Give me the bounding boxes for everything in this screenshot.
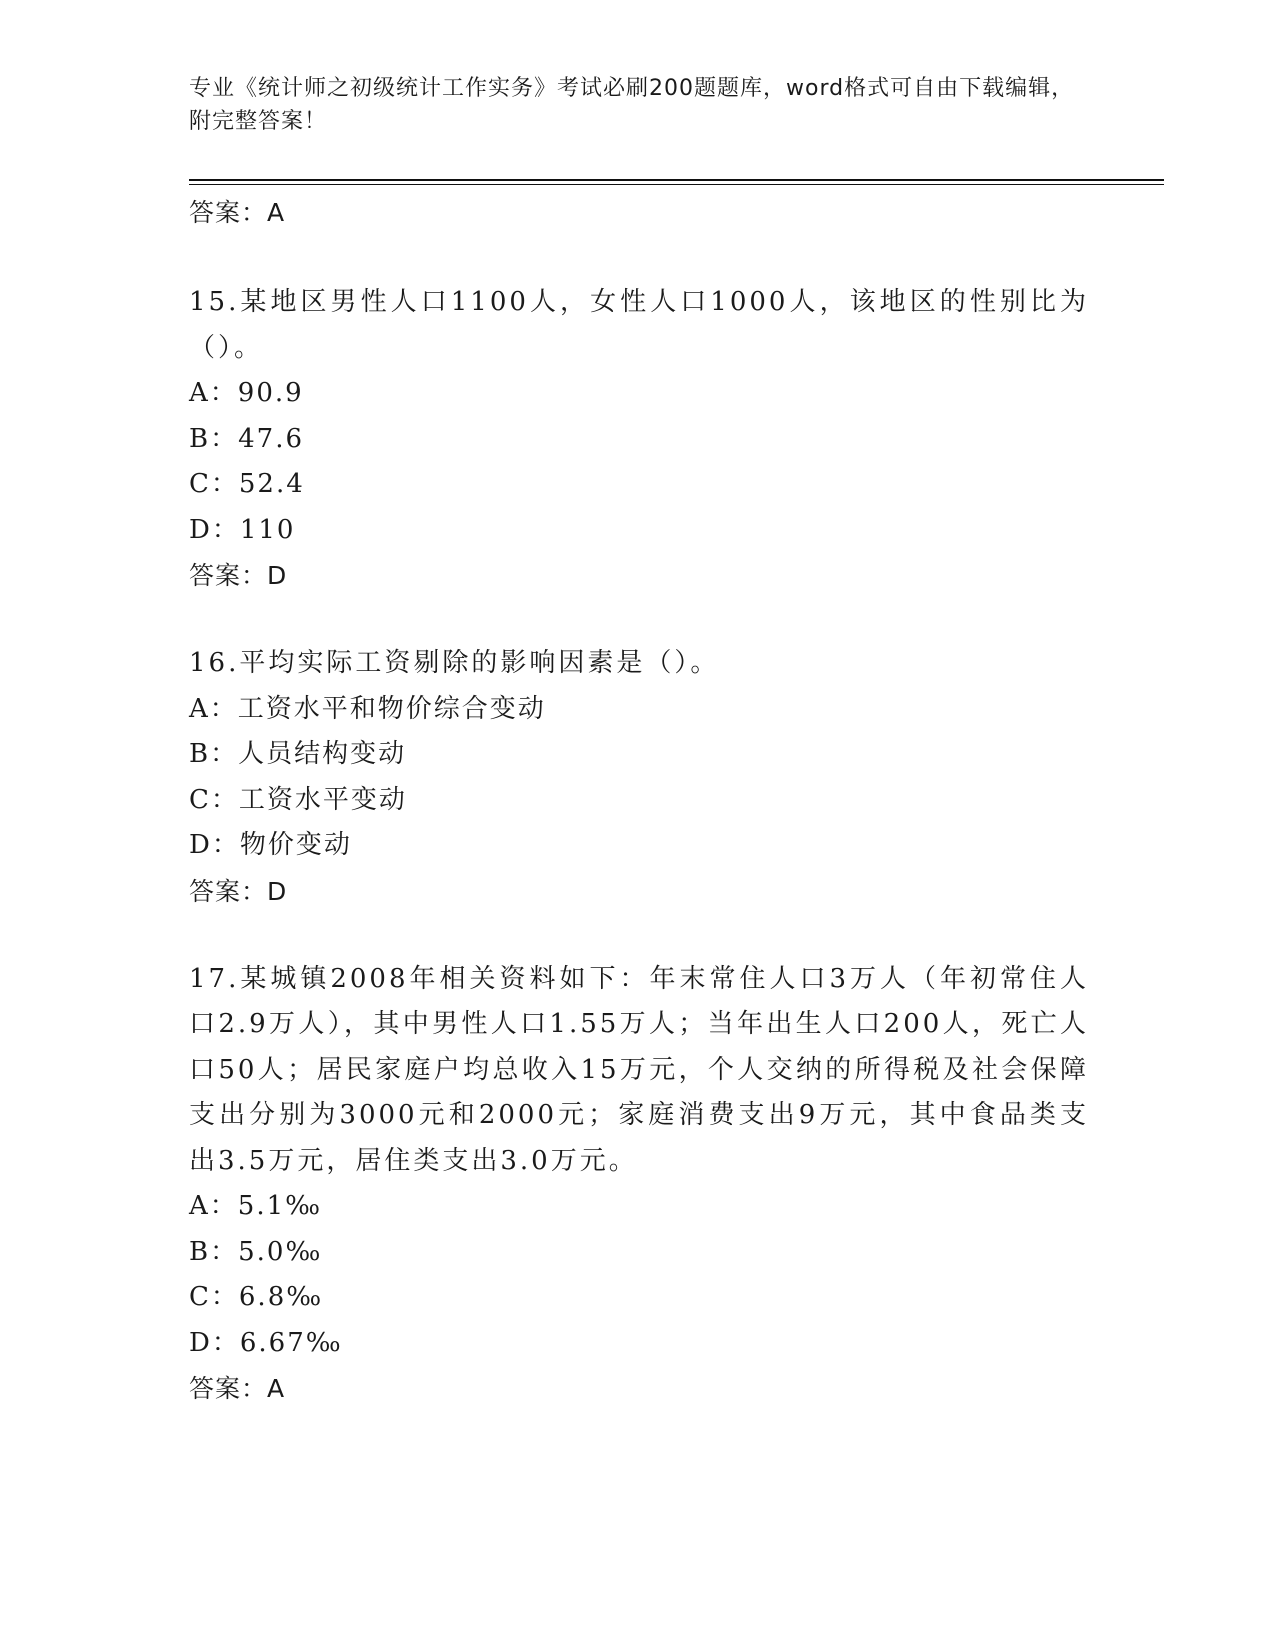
option-d: D：110 <box>189 514 296 545</box>
question-17 <box>189 957 1089 1413</box>
answer: 答案：D <box>189 876 288 906</box>
header-rule-thin <box>189 184 1164 185</box>
option-a: A：90.9 <box>189 378 304 408</box>
option-b: B：人员结构变动 <box>189 739 407 769</box>
question-text: 16.平均实际工资剔除的影响因素是（）。 <box>189 648 720 678</box>
answer: 答案：D <box>189 561 288 590</box>
question-16 <box>189 641 1089 915</box>
option-a: A：5.1‰ <box>189 1191 323 1221</box>
header-rule <box>189 179 1164 181</box>
option-d: D：物价变动 <box>189 830 352 860</box>
option-c: C：6.8‰ <box>189 1282 324 1312</box>
question-text: 17.某城镇2008年相关资料如下：年末常住人口3万人（年初常住人口2.9万人），其中男性人口1.55万人；当年出生人口200人，死亡人口50人；居民家庭户均总收入15万元，个人交纳的所得税及社会保障支出分别为3000元和2000元；家庭消费支出9万元，其中食品类支出3.5万元，居住类支出3.0万元。 <box>189 963 1089 1176</box>
option-d: D：6.67‰ <box>189 1327 343 1358</box>
answer-previous: 答案：A <box>189 198 286 227</box>
option-c: C：工资水平变动 <box>189 784 407 815</box>
question-text: 15.某地区男性人口1100人，女性人口1000人，该地区的性别比为（）。 <box>189 287 1089 363</box>
option-c: C：52.4 <box>189 469 305 499</box>
page-header: 专业《统计师之初级统计工作实务》考试必刷200题题库，word格式可自由下载编辑，附完整答案！ <box>189 76 1075 134</box>
document-body <box>189 190 1089 1412</box>
option-a: A：工资水平和物价综合变动 <box>189 693 546 724</box>
answer: 答案：A <box>189 1374 286 1403</box>
option-b: B：5.0‰ <box>189 1236 323 1267</box>
option-b: B：47.6 <box>189 423 304 454</box>
question-15 <box>189 280 1089 599</box>
